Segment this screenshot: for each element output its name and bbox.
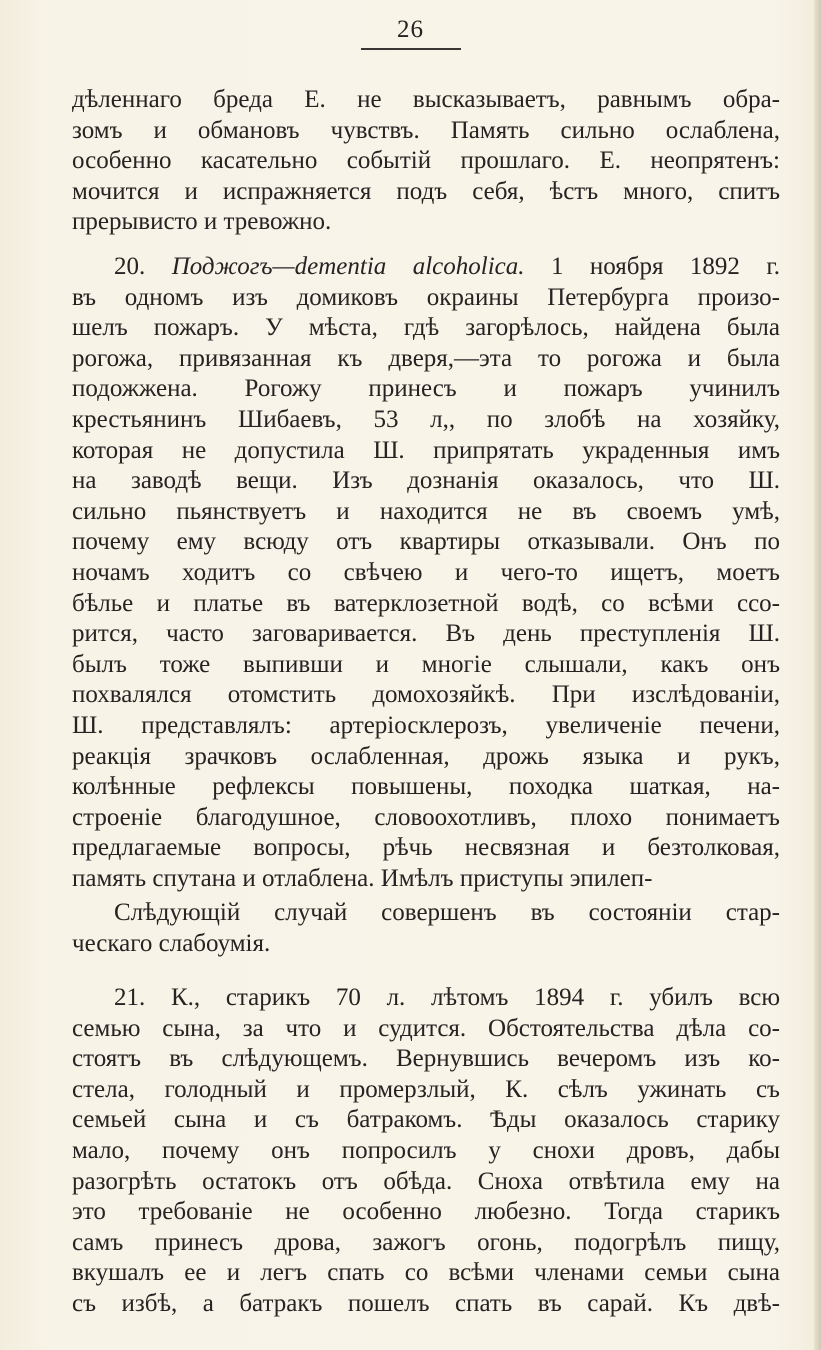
text-line: самъ принесъ дрова, зажогъ огонь, подогрѣлъ пищу, bbox=[72, 1228, 780, 1256]
case-heading-rest: 1 ноября 1892 г. bbox=[550, 253, 781, 280]
text-line: Слѣдующій случай совершенъ въ состояніи стар- bbox=[114, 899, 780, 926]
text-line: семьей сына и съ батракомъ. Ѣды оказалось старику bbox=[72, 1106, 780, 1134]
text-line: 21. К., старикъ 70 л. лѣтомъ 1894 г. убилъ всю bbox=[114, 984, 780, 1011]
text-line: это требованіе не особенно любезно. Тогда старикъ bbox=[72, 1198, 780, 1226]
case-number: 20. bbox=[114, 253, 146, 280]
page-edge bbox=[814, 0, 821, 1350]
text-line: мочится и испражняется подъ себя, ѣстъ много, спитъ bbox=[72, 177, 780, 205]
text-line: стоятъ въ слѣдующемъ. Вернувшись вечеромъ изъ ко- bbox=[72, 1045, 780, 1073]
paragraph-case-21 bbox=[72, 983, 780, 1320]
text-line: крестьянинъ Шибаевъ, 53 л,, по злобѣ на хозяйку, bbox=[72, 405, 780, 433]
text-line: шелъ пожаръ. У мѣста, гдѣ загорѣлось, найдена была bbox=[72, 314, 780, 342]
text-line: колѣнные рефлексы повышены, походка шаткая, на- bbox=[72, 773, 780, 801]
text-line: ночамъ ходитъ со свѣчею и чего-то ищетъ, моетъ bbox=[72, 558, 780, 586]
text-line: рогожа, привязанная къ дверя,—эта то рогожа и была bbox=[72, 344, 780, 372]
text-line: въ одномъ изъ домиковъ окраины Петербурга произо- bbox=[72, 283, 780, 311]
case-title: Поджогъ—dementia alcoholica. bbox=[171, 253, 525, 280]
case-heading-line bbox=[72, 252, 780, 283]
text-line: съ избѣ, а батракъ пошелъ спать въ сарай. Къ двѣ- bbox=[72, 1289, 780, 1317]
text-line: реакція зрачковъ ослабленная, дрожь языка и рукъ, bbox=[72, 742, 780, 770]
page-number: 26 bbox=[397, 16, 424, 43]
text-line: стела, голодный и промерзлый, К. сѣлъ ужинать съ bbox=[72, 1075, 780, 1103]
text-line: сильно пьянствуетъ и находится не въ своемъ умѣ, bbox=[72, 497, 780, 525]
paragraph-continuation bbox=[72, 85, 780, 238]
paragraph-transition bbox=[72, 898, 780, 959]
text-line: Ш. представлялъ: артеріосклерозъ, увеличеніе печени, bbox=[72, 711, 780, 739]
text-line: былъ тоже выпивши и многіе слышали, какъ онъ bbox=[72, 650, 780, 678]
text-line: которая не допустила Ш. припрятать украденныя имъ bbox=[72, 436, 780, 464]
text-line: особенно касательно событій прошлаго. Е. неопрятенъ: bbox=[72, 147, 780, 175]
text-line: строеніе благодушное, словоохотливъ, плохо понимаетъ bbox=[72, 803, 780, 831]
text-line: предлагаемые вопросы, рѣчь несвязная и безтолковая, bbox=[72, 834, 780, 862]
text-line: подожжена. Рогожу принесъ и пожаръ учинилъ bbox=[72, 375, 780, 403]
text-line: вкушалъ ее и легъ спать со всѣми членами семьи сына bbox=[72, 1259, 780, 1287]
text-line: память спутана и отлаблена. Имѣлъ приступы эпилеп- bbox=[72, 864, 653, 892]
text-line: разогрѣть остатокъ отъ обѣда. Сноха отвѣтила ему на bbox=[72, 1167, 780, 1195]
text-line: рится, часто заговаривается. Въ день преступленія Ш. bbox=[72, 620, 780, 648]
text-line: похвалялся отомстить домохозяйкѣ. При изслѣдованіи, bbox=[72, 681, 780, 709]
text-line: бѣлье и платье въ ватерклозетной водѣ, со всѣми ссо- bbox=[72, 589, 780, 617]
text-line: мало, почему онъ попросилъ у снохи дровъ, дабы bbox=[72, 1136, 780, 1164]
text-line: ческаго слабоумія. bbox=[72, 929, 271, 957]
paragraph-case-20 bbox=[72, 252, 780, 894]
text-line: почему ему всюду отъ квартиры отказывали. Онъ по bbox=[72, 528, 780, 556]
text-line: семью сына, за что и судится. Обстоятельства дѣла со- bbox=[72, 1014, 780, 1042]
text-line: зомъ и обмановъ чувствъ. Память сильно ослаблена, bbox=[72, 116, 780, 144]
text-line: дѣленнаго бреда Е. не высказываетъ, равнымъ обра- bbox=[72, 86, 780, 113]
text-line: прерывисто и тревожно. bbox=[72, 208, 332, 236]
header-rule bbox=[361, 48, 461, 50]
text-line: на заводѣ вещи. Изъ дознанія оказалось, что Ш. bbox=[72, 467, 780, 495]
